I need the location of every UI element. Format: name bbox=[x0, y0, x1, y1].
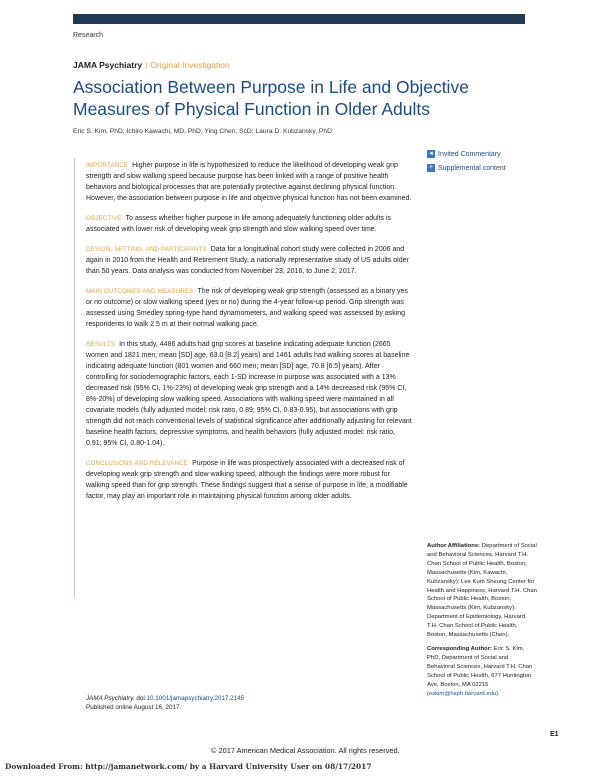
citation-line bbox=[86, 694, 412, 703]
abstract-section-results bbox=[86, 339, 412, 449]
copyright-notice: © 2017 American Medical Association. All rights reserved. bbox=[211, 746, 400, 755]
published-date: Published online August 16, 2017. bbox=[86, 704, 182, 711]
invited-commentary-link[interactable] bbox=[427, 150, 506, 158]
citation-journal: JAMA Psychiatry. bbox=[86, 695, 135, 702]
abstract-section-outcomes bbox=[86, 286, 412, 330]
citation-doi-label: doi: bbox=[136, 695, 147, 702]
page-number: E1 bbox=[550, 731, 559, 738]
abstract-heading: MAIN OUTCOMES AND MEASURES bbox=[86, 288, 194, 295]
abstract bbox=[86, 160, 412, 511]
download-stamp: Downloaded From: http://jamanetwork.com/ by a Harvard University User on 08/17/2017 bbox=[5, 762, 372, 771]
abstract-section-conclusions bbox=[86, 458, 412, 502]
abstract-rule bbox=[74, 158, 75, 598]
abstract-section-importance bbox=[86, 160, 412, 204]
email-link[interactable]: (eskim@hsph.harvard.edu). bbox=[427, 690, 500, 697]
abstract-text: Data for a longitudinal cohort study were collected in 2006 and again in 2010 from the Health and Retirement Study, a nationally representative study of US adults older than 50 years. Data analysis was conducted from November 23, 2016, to June 2, 2017. bbox=[86, 246, 409, 275]
abstract-heading: RESULTS bbox=[86, 341, 116, 348]
abstract-text: Purpose in life was prospectively associated with a decreased risk of developing weak grip strength and slow walking speed, although the findings were more robust for walking speed than for grip strength. These findings suggest that a sense of purpose in life, a modifiable factor, may play an important role in maintaining physical function among older adults. bbox=[86, 460, 408, 500]
abstract-section-design bbox=[86, 244, 412, 277]
journal-name: JAMA Psychiatry bbox=[73, 60, 143, 70]
citation-block bbox=[86, 694, 412, 712]
journal-line bbox=[73, 60, 230, 70]
abstract-heading: DESIGN, SETTING, AND PARTICIPANTS bbox=[86, 246, 207, 253]
plus-icon: + bbox=[428, 164, 434, 171]
abstract-section-objective bbox=[86, 213, 412, 235]
abstract-text: Higher purpose in life is hypothesized to reduce the likelihood of developing weak grip strength and slow walking speed because purpose has been linked with a range of positive health behaviors and biological processes that are potentially protective against declining physical function. However, the association between purpose in life and objective physical function has not been examined. bbox=[86, 162, 412, 202]
affiliations-text: Department of Social and Behavioral Sciences, Harvard T.H. Chan School of Public Health, Boston, Massachusetts (Kim, Kawachi, Kubzansky); Lee Kum Sheung Center for Health and Happiness, Harvard T.H. Chan School of Public Health, Boston, Massachusetts (Kim, Kubzansky); Department of Epidemiology, Harvard T.H. Chan School of Public Health, Boston, Massachusetts (Chen). bbox=[427, 543, 537, 639]
link-label: Supplemental content bbox=[438, 164, 506, 172]
abstract-text: To assess whether higher purpose in life among adequately functioning older adults is associated with lower risk of developing weak grip strength and slow walking speed over time. bbox=[86, 215, 392, 233]
doi-link[interactable]: 10.1001/jamapsychiatry.2017.2145 bbox=[146, 695, 245, 702]
affiliations-paragraph bbox=[427, 542, 537, 640]
corresponding-paragraph bbox=[427, 645, 537, 698]
abstract-heading: CONCLUSIONS AND RELEVANCE bbox=[86, 460, 189, 467]
link-label: Invited Commentary bbox=[438, 150, 501, 158]
article-category: Original Investigation bbox=[150, 60, 230, 70]
top-bar bbox=[73, 14, 525, 24]
article-title: Association Between Purpose in Life and Objective Measures of Physical Function in Older Adults bbox=[73, 77, 469, 119]
supplemental-content-link[interactable] bbox=[427, 164, 506, 172]
corresponding-label: Corresponding Author: bbox=[427, 645, 492, 652]
author-list: Eric S. Kim, PhD; Ichiro Kawachi, MD, PhD; Ying Chen, ScD; Laura D. Kubzansky, PhD bbox=[73, 128, 332, 135]
comment-icon: ◂ bbox=[427, 150, 435, 158]
section-label: Research bbox=[73, 32, 103, 39]
corresponding-text: Eric S. Kim, PhD, Department of Social and Behavioral Sciences, Harvard T.H. Chan School of Public Health, 677 Huntington Ave, Boston, MA 02215 bbox=[427, 645, 533, 688]
related-links bbox=[427, 150, 506, 178]
author-affiliations bbox=[427, 542, 537, 703]
abstract-heading: IMPORTANCE bbox=[86, 162, 129, 169]
journal-separator: | bbox=[145, 60, 148, 70]
abstract-text: In this study, 4486 adults had grip scores at baseline indicating adequate function (2665 women and 1821 men; mean [SD] age, 63.0 [8.2] years) and 1461 adults had walking scores at baseline indicating adequate function (801 women and 660 men; mean [SD] age, 70.8 [6.5] years). After controlling for sociodemographic factors, each 1-SD increase in purpose was associated with a 13% decreased risk (95% CI, 1%-23%) of developing weak grip strength and a 14% decreased risk (95% CI, 8%-20%) of developing slow walking speed. Associations with walking speed were maintained in all covariate models (fully adjusted model: risk ratio, 0.89; 95% CI, 0.83-0.95), but associations with grip strength did not reach conventional levels of statistical significance after additionally adjusting for relevant baseline health factors, depressive symptoms, and health behaviors (fully adjusted model: risk ratio, 0.91; 95% CI, 0.80-1.04). bbox=[86, 341, 412, 447]
abstract-heading: OBJECTIVE bbox=[86, 215, 122, 222]
abstract-text: The risk of developing weak grip strength (assessed as a binary yes or no outcome) or slow walking speed (yes or no) during the 4-year follow-up period. Grip strength was assessed using Smedley spring-type hand dynamometers, and walking speed was assessed by asking respondents to walk 2.5 m at their normal walking pace. bbox=[86, 288, 408, 328]
affiliations-label: Author Affiliations: bbox=[427, 543, 481, 549]
